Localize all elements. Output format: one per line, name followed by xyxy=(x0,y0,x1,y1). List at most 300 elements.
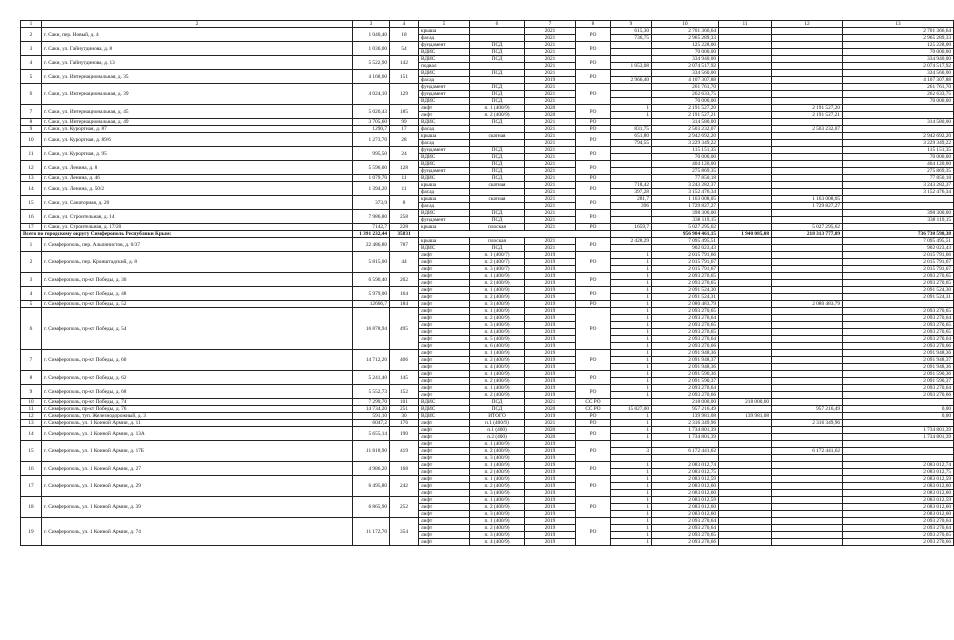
method-cell: РО xyxy=(576,420,611,427)
source-1-cell xyxy=(719,280,772,287)
year-cell: 2019 xyxy=(525,308,576,315)
total-cell: 2 091 590,37 xyxy=(843,378,954,385)
cost-cell: 2 080 483,79 xyxy=(652,301,719,308)
total-cell: 2 093 270,64 xyxy=(843,525,954,532)
column-number-8: 8 xyxy=(576,21,611,28)
work-unit-cell: ПСД xyxy=(470,399,525,406)
table-body xyxy=(21,28,954,546)
year-cell: 2019 xyxy=(525,280,576,287)
cost-cell: 3 229 349,22 xyxy=(652,140,719,147)
year-cell: 2021 xyxy=(525,126,576,133)
subtotal-total: 736 730 598,38 xyxy=(843,231,954,238)
cost-cell: 2 316 349,96 xyxy=(652,420,719,427)
work-unit-cell: п. 2 (400/9) xyxy=(470,525,525,532)
work-unit-cell: ПСД xyxy=(470,98,525,105)
residents-cell: 251 xyxy=(390,406,419,413)
work-unit-cell: п. 3 (400/7) xyxy=(470,266,525,273)
year-cell: 2019 xyxy=(525,322,576,329)
table-row xyxy=(21,252,954,259)
quantity-cell: 736,75 xyxy=(611,35,652,42)
work-unit-cell: п. 1 (400/9) xyxy=(470,441,525,448)
method-cell: РО xyxy=(576,56,611,70)
quantity-cell xyxy=(611,210,652,217)
method-cell: РО xyxy=(576,413,611,420)
year-cell: 2019 xyxy=(525,343,576,350)
row-number: 3 xyxy=(21,273,42,287)
row-number: 12 xyxy=(21,413,42,420)
row-number: 7 xyxy=(21,105,42,119)
residents-cell: 18 xyxy=(390,28,419,42)
cost-cell: 2 091 948,36 xyxy=(652,350,719,357)
cost-cell: 2 093 270,66 xyxy=(652,392,719,399)
year-cell: 2020 xyxy=(525,434,576,441)
residents-cell: 176 xyxy=(390,420,419,427)
total-cell xyxy=(843,455,954,462)
residents-cell: 787 xyxy=(390,238,419,252)
cost-cell: 2 091 524,31 xyxy=(652,294,719,301)
total-cell: 2 093 270,65 xyxy=(843,273,954,280)
cost-cell: 2 091 948,37 xyxy=(652,357,719,364)
total-cell xyxy=(843,441,954,448)
year-cell: 2020 xyxy=(525,112,576,119)
residents-cell: 145 xyxy=(390,371,419,385)
work-unit-cell: п. 2 (400/9) xyxy=(470,112,525,119)
table-row xyxy=(21,462,954,469)
area-cell: 7 299,70 xyxy=(353,399,390,406)
work-unit-cell: п.1 (400) xyxy=(470,427,525,434)
column-number-11: 11 xyxy=(719,21,772,28)
work-type-cell: фундамент xyxy=(419,147,470,154)
work-type-cell: лифт xyxy=(419,539,470,546)
address-cell: г. Саки, ул. Санаторная, д. 20 xyxy=(42,196,353,210)
source-1-cell xyxy=(719,364,772,371)
column-number-9: 9 xyxy=(611,21,652,28)
row-number: 16 xyxy=(21,210,42,224)
work-type-cell: ВДИС xyxy=(419,406,470,413)
row-number: 10 xyxy=(21,399,42,406)
total-cell: 2 083 012,60 xyxy=(843,504,954,511)
quantity-cell: 1 xyxy=(611,413,652,420)
table-row xyxy=(21,28,954,35)
year-cell: 2019 xyxy=(525,301,576,308)
residents-cell: 164 xyxy=(390,287,419,301)
table-row xyxy=(21,350,954,357)
work-type-cell: фундамент xyxy=(419,91,470,98)
row-number: 13 xyxy=(21,175,42,182)
source-1-cell xyxy=(719,476,772,483)
area-cell: 5 655,14 xyxy=(353,427,390,441)
residents-cell: 184 xyxy=(390,301,419,308)
work-unit-cell: п. 1 (400/9) xyxy=(470,385,525,392)
work-type-cell: крыша xyxy=(419,182,470,189)
year-cell: 2021 xyxy=(525,35,576,42)
header-row xyxy=(21,21,954,28)
table-row xyxy=(21,126,954,133)
year-cell: 2019 xyxy=(525,364,576,371)
area-cell: 4 986,20 xyxy=(353,462,390,476)
quantity-cell: 1 xyxy=(611,497,652,504)
cost-cell: 2 083 012,60 xyxy=(652,504,719,511)
work-unit-cell: п. 3 (400/9) xyxy=(470,301,525,308)
cost-cell: 2 015 791,66 xyxy=(652,252,719,259)
source-1-cell xyxy=(719,217,772,224)
work-unit-cell: ПСД xyxy=(470,154,525,161)
quantity-cell xyxy=(611,119,652,126)
cost-cell: 2 093 270,65 xyxy=(652,273,719,280)
source-2-cell xyxy=(772,392,843,399)
source-1-cell xyxy=(719,252,772,259)
year-cell: 2021 xyxy=(525,420,576,427)
source-1-cell xyxy=(719,84,772,91)
cost-cell: 70 000,00 xyxy=(652,49,719,56)
source-1-cell xyxy=(719,49,772,56)
source-1-cell xyxy=(719,56,772,63)
source-1-cell xyxy=(719,112,772,119)
work-type-cell: лифт xyxy=(419,420,470,427)
source-2-cell xyxy=(772,343,843,350)
source-2-cell xyxy=(772,455,843,462)
year-cell: 2021 xyxy=(525,84,576,91)
table-row xyxy=(21,210,954,217)
method-cell: РО xyxy=(576,133,611,147)
source-2-cell xyxy=(772,294,843,301)
residents-cell: 419 xyxy=(390,441,419,462)
column-number-1: 1 xyxy=(21,21,42,28)
total-cell: 2 083 012,60 xyxy=(843,490,954,497)
row-number: 18 xyxy=(21,497,42,518)
quantity-cell: 1 xyxy=(611,385,652,392)
method-cell: РО xyxy=(576,427,611,441)
source-1-cell: 218 000,00 xyxy=(719,399,772,406)
source-1-cell xyxy=(719,182,772,189)
year-cell: 2019 xyxy=(525,385,576,392)
year-cell: 2019 xyxy=(525,315,576,322)
area-cell: 591,10 xyxy=(353,413,390,420)
cost-cell: 2 965 289,33 xyxy=(652,35,719,42)
total-cell: 2 093 270,66 xyxy=(843,392,954,399)
quantity-cell: 831,75 xyxy=(611,126,652,133)
row-number: 17 xyxy=(21,476,42,497)
source-2-cell xyxy=(772,434,843,441)
year-cell: 2021 xyxy=(525,189,576,196)
source-1-cell xyxy=(719,343,772,350)
source-2-cell xyxy=(772,238,843,245)
cost-cell: 2 015 791,67 xyxy=(652,259,719,266)
cost-cell: 125 228,00 xyxy=(652,42,719,49)
work-type-cell: фасад xyxy=(419,126,470,133)
table-row xyxy=(21,175,954,182)
work-type-cell: лифт xyxy=(419,105,470,112)
total-cell: 398 300,00 xyxy=(843,210,954,217)
source-2-cell xyxy=(772,70,843,77)
quantity-cell: 1 xyxy=(611,371,652,378)
address-cell: г. Саки, ул. Строительная, д. 17/20 xyxy=(42,224,353,231)
row-number: 15 xyxy=(21,441,42,462)
work-type-cell: крыша xyxy=(419,196,470,203)
total-cell: 404 120,00 xyxy=(843,161,954,168)
quantity-cell: 1 xyxy=(611,469,652,476)
residents-cell: 190 xyxy=(390,427,419,441)
total-cell: 4 107 307,88 xyxy=(843,77,954,84)
total-cell: 262 633,75 xyxy=(843,91,954,98)
cost-cell: 902 023,43 xyxy=(652,245,719,252)
source-2-cell xyxy=(772,140,843,147)
work-unit-cell: ПСД xyxy=(470,119,525,126)
cost-cell: 2 083 012,75 xyxy=(652,469,719,476)
year-cell: 2019 xyxy=(525,413,576,420)
year-cell: 2019 xyxy=(525,476,576,483)
work-unit-cell: плоская xyxy=(470,238,525,245)
total-cell: 261 761,70 xyxy=(843,84,954,91)
column-number-5: 5 xyxy=(419,21,470,28)
work-type-cell: ВДИС xyxy=(419,49,470,56)
work-type-cell: лифт xyxy=(419,252,470,259)
cost-cell: 275 869,35 xyxy=(652,168,719,175)
source-2-cell xyxy=(772,469,843,476)
source-1-cell xyxy=(719,98,772,105)
year-cell: 2019 xyxy=(525,294,576,301)
source-2-cell xyxy=(772,315,843,322)
method-cell: РО xyxy=(576,371,611,385)
source-1-cell xyxy=(719,147,772,154)
total-cell: 2 083 012,59 xyxy=(843,476,954,483)
source-1-cell xyxy=(719,490,772,497)
quantity-cell: 1 xyxy=(611,483,652,490)
quantity-cell: 1 xyxy=(611,301,652,308)
source-2-cell xyxy=(772,525,843,532)
area-cell: 14 712,20 xyxy=(353,350,390,371)
area-cell: 12606,7 xyxy=(353,301,390,308)
table-row xyxy=(21,70,954,77)
total-cell: 2 093 270,65 xyxy=(843,280,954,287)
total-cell: 2 965 289,33 xyxy=(843,35,954,42)
year-cell: 2019 xyxy=(525,357,576,364)
table-row xyxy=(21,441,954,448)
quantity-cell xyxy=(611,70,652,77)
quantity-cell: 1 xyxy=(611,392,652,399)
method-cell: РО xyxy=(576,273,611,287)
table-row xyxy=(21,238,954,245)
year-cell: 2019 xyxy=(525,392,576,399)
quantity-cell: 1 xyxy=(611,364,652,371)
work-type-cell: лифт xyxy=(419,322,470,329)
year-cell: 2019 xyxy=(525,455,576,462)
total-cell: 2 083 012,59 xyxy=(843,497,954,504)
method-cell: РО xyxy=(576,385,611,399)
address-cell: г. Саки, ул. Ленина, д. 46 xyxy=(42,175,353,182)
work-type-cell: ВДИС xyxy=(419,98,470,105)
cost-cell: 218 000,00 xyxy=(652,399,719,406)
source-2-cell: 2 191 527,21 xyxy=(772,112,843,119)
work-unit-cell: ПСД xyxy=(470,70,525,77)
year-cell: 2019 xyxy=(525,350,576,357)
area-cell: 373,9 xyxy=(353,196,390,210)
year-cell: 2021 xyxy=(525,217,576,224)
total-cell: 2 093 270,64 xyxy=(843,518,954,525)
column-number-header xyxy=(21,21,954,28)
row-number: 5 xyxy=(21,70,42,84)
cost-cell: 262 633,75 xyxy=(652,91,719,98)
work-unit-cell xyxy=(470,203,525,210)
method-cell: РО xyxy=(576,497,611,518)
cost-cell: 2 083 012,60 xyxy=(652,483,719,490)
source-2-cell xyxy=(772,350,843,357)
cost-cell: 2 503 232,07 xyxy=(652,126,719,133)
source-1-cell xyxy=(719,350,772,357)
source-1-cell xyxy=(719,294,772,301)
column-number-3: 3 xyxy=(353,21,390,28)
cost-cell: 2 093 270,65 xyxy=(652,329,719,336)
residents-cell: 406 xyxy=(390,350,419,371)
cost-cell: 2 074 517,92 xyxy=(652,63,719,70)
address-cell: г. Симферополь, пр-кт Победы, д. 52 xyxy=(42,301,353,308)
source-1-cell xyxy=(719,406,772,413)
source-2-cell xyxy=(772,539,843,546)
source-1-cell xyxy=(719,329,772,336)
work-unit-cell: п. 3 (400/9) xyxy=(470,455,525,462)
quantity-cell: 1 xyxy=(611,357,652,364)
work-type-cell: лифт xyxy=(419,266,470,273)
address-cell: г. Саки, ул. Интернациональная, д. 49 xyxy=(42,119,353,126)
source-2-cell xyxy=(772,35,843,42)
source-2-cell: 6 172 441,62 xyxy=(772,448,843,455)
subtotal-residents: 35831 xyxy=(390,231,419,238)
quantity-cell: 1 xyxy=(611,476,652,483)
source-1-cell xyxy=(719,448,772,455)
cost-cell xyxy=(652,455,719,462)
total-cell: 115 151,35 xyxy=(843,147,954,154)
cost-cell: 5 027 295,62 xyxy=(652,224,719,231)
year-cell: 2021 xyxy=(525,203,576,210)
work-unit-cell: п. 2 (400/9) xyxy=(470,357,525,364)
source-2-cell xyxy=(772,413,843,420)
cost-cell: 2 091 590,37 xyxy=(652,378,719,385)
source-1-cell xyxy=(719,434,772,441)
table-row xyxy=(21,413,954,420)
total-cell: 70 000,00 xyxy=(843,49,954,56)
cost-cell: 4 107 307,88 xyxy=(652,77,719,84)
residents-cell: 354 xyxy=(390,518,419,546)
work-type-cell: лифт xyxy=(419,371,470,378)
source-1-cell xyxy=(719,483,772,490)
quantity-cell: 1 xyxy=(611,315,652,322)
work-type-cell: лифт xyxy=(419,259,470,266)
source-2-cell xyxy=(772,119,843,126)
work-type-cell: лифт xyxy=(419,364,470,371)
source-1-cell xyxy=(719,371,772,378)
residents-cell: 54 xyxy=(390,42,419,56)
cost-cell: 1 734 801,39 xyxy=(652,434,719,441)
table-row xyxy=(21,133,954,140)
quantity-cell: 1 xyxy=(611,112,652,119)
method-cell: РО xyxy=(576,252,611,273)
total-cell: 2 091 524,31 xyxy=(843,294,954,301)
address-cell: г. Саки, ул. Курортная, д. 95 xyxy=(42,147,353,161)
work-unit-cell: п. 1 (400/9) xyxy=(470,518,525,525)
area-cell: 5 596,00 xyxy=(353,161,390,175)
source-2-cell xyxy=(772,476,843,483)
column-number-13: 13 xyxy=(843,21,954,28)
work-unit-cell: п. 3 (400/9) xyxy=(470,322,525,329)
work-unit-cell: п. 2 (400/9) xyxy=(470,294,525,301)
residents-cell: 8 xyxy=(390,196,419,210)
source-1-cell xyxy=(719,210,772,217)
cost-cell: 2 191 527,20 xyxy=(652,105,719,112)
total-cell: 3 243 282,37 xyxy=(843,182,954,189)
year-cell: 2020 xyxy=(525,406,576,413)
column-number-6: 6 xyxy=(470,21,525,28)
quantity-cell: 1 xyxy=(611,504,652,511)
residents-cell: 495 xyxy=(390,308,419,350)
method-cell: СС РО xyxy=(576,399,611,406)
work-unit-cell: п. 2 (400/9) xyxy=(470,448,525,455)
cost-cell: 2 093 270,64 xyxy=(652,518,719,525)
method-cell: РО xyxy=(576,287,611,301)
year-cell: 2021 xyxy=(525,133,576,140)
cost-cell: 398 300,00 xyxy=(652,210,719,217)
residents-cell: 252 xyxy=(390,497,419,518)
cost-cell: 2 083 012,60 xyxy=(652,511,719,518)
column-number-10: 10 xyxy=(652,21,719,28)
area-cell: 11 172,70 xyxy=(353,518,390,546)
source-2-cell xyxy=(772,490,843,497)
work-type-cell: ВДИС xyxy=(419,154,470,161)
source-1-cell xyxy=(719,63,772,70)
source-1-cell xyxy=(719,42,772,49)
cost-cell: 77 850,18 xyxy=(652,175,719,182)
row-number: 14 xyxy=(21,182,42,196)
year-cell: 2019 xyxy=(525,336,576,343)
cost-cell: 70 000,00 xyxy=(652,98,719,105)
year-cell: 2021 xyxy=(525,28,576,35)
work-unit-cell xyxy=(470,189,525,196)
table-row xyxy=(21,518,954,525)
work-type-cell: лифт xyxy=(419,273,470,280)
quantity-cell xyxy=(611,175,652,182)
row-number: 6 xyxy=(21,308,42,350)
work-type-cell: лифт xyxy=(419,448,470,455)
quantity-cell xyxy=(611,91,652,98)
subtotal-area: 1 391 232,44 xyxy=(353,231,390,238)
source-1-cell xyxy=(719,308,772,315)
year-cell: 2019 xyxy=(525,504,576,511)
total-cell: 2 083 012,60 xyxy=(843,483,954,490)
work-type-cell: лифт xyxy=(419,294,470,301)
work-type-cell: крыша xyxy=(419,133,470,140)
work-type-cell: крыша xyxy=(419,224,470,231)
work-type-cell: лифт xyxy=(419,112,470,119)
table-row xyxy=(21,371,954,378)
source-2-cell: 2 316 349,96 xyxy=(772,420,843,427)
source-1-cell xyxy=(719,357,772,364)
source-2-cell xyxy=(772,84,843,91)
residents-cell: 30 xyxy=(390,413,419,420)
source-2-cell: 5 027 295,62 xyxy=(772,224,843,231)
quantity-cell xyxy=(611,455,652,462)
year-cell: 2019 xyxy=(525,511,576,518)
cost-cell: 115 151,35 xyxy=(652,147,719,154)
method-cell: РО xyxy=(576,224,611,231)
area-cell: 995,50 xyxy=(353,147,390,161)
work-type-cell: ВДИС xyxy=(419,161,470,168)
area-cell: 5 020,43 xyxy=(353,105,390,119)
source-1-cell xyxy=(719,525,772,532)
source-1-cell xyxy=(719,126,772,133)
table-row xyxy=(21,301,954,308)
quantity-cell: 651,80 xyxy=(611,133,652,140)
repair-program-table xyxy=(20,20,954,546)
cost-cell: 3 243 282,37 xyxy=(652,182,719,189)
